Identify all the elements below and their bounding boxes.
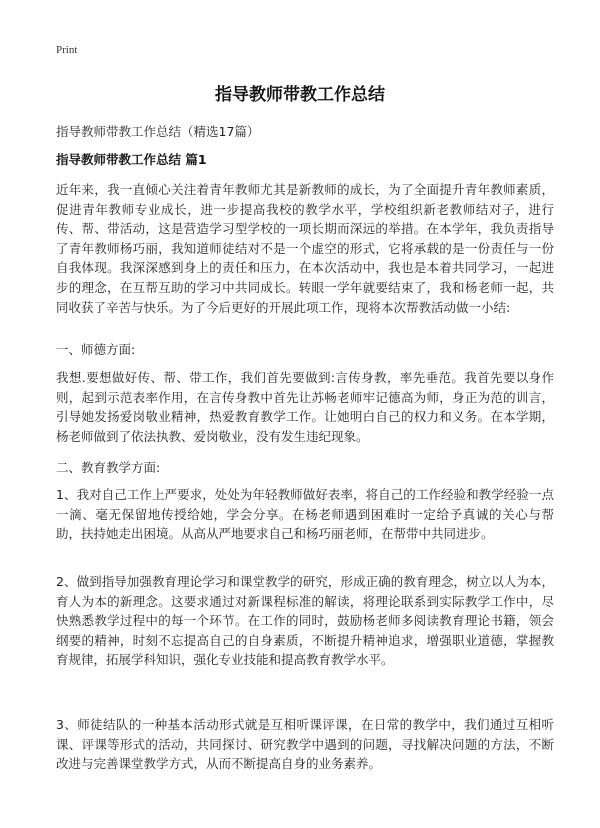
teaching-heading: 二、教育教学方面:: [56, 460, 161, 475]
print-label: Print: [56, 44, 78, 56]
intro-paragraph: 近年来，我一直倾心关注着青年教师尤其是新教师的成长，为了全面提升青年教师素质，促进青年教师专业成长，进一步提高我校的教学水平，学校组织新老教师结对子，进行传、帮、带活动，这是营造学习型学校的一项长期而深远的举措。在本学年，我负责指导了青年教师杨巧丽，我知道师徒结对不是一个虚空的形式，它将承载的是一份责任与一份自我体现。我深深感到身上的责任和压力，在本次活动中，我也是本着共同学习，一起进步的理念，在互帮互助的学习中共同成长。转眼一学年就要结束了，我和杨老师一起，共同收获了辛苦与快乐。为了今后更好的开展此项工作，现将本次帮教活动做一小结:: [56, 182, 554, 315]
ethics-paragraph: 我想.要想做好传、帮、带工作，我们首先要做到:言传身教，率先垂范。我首先要以身作则，起到示范表率作用，在言传身教中首先让苏畅老师牢记德高为师，身正为范的训言，引导她发扬爱岗敬业精神，热爱教育教学工作。让她明白自己的权力和义务。在本学期，杨老师做到了依法执教、爱岗敬业，没有发生违纪现象。: [56, 370, 554, 444]
document-title: 指导教师带教工作总结: [215, 85, 385, 105]
section-heading: 指导教师带教工作总结 篇1: [56, 152, 207, 167]
teaching-item-2: 2、做到指导加强教育理论学习和课堂教学的研究，形成正确的教育理念，树立以人为本，育人为本的新理念。这要求通过对新课程标准的解读，将理论联系到实际教学工作中，尽快熟悉教学过程中的每一个环节。在工作的同时，鼓励杨老师多阅读教育理论书籍，领会纲要的精神，时刻不忘提高自己的自身素质，不断提升精神追求，增强职业道德，掌握教育规律，拓展学科知识，强化专业技能和提高教育教学水平。: [56, 574, 554, 668]
teaching-item-3: 3、师徒结队的一种基本活动形式就是互相听课评课，在日常的教学中，我们通过互相听课、评课等形式的活动，共同探讨、研究教学中遇到的问题，寻找解决问题的方法，不断改进与完善课堂教学方式，从而不断提高自身的业务素养。: [56, 717, 554, 772]
document-subtitle: 指导教师带教工作总结（精选17篇）: [56, 124, 260, 139]
teaching-item-1: 1、我对自己工作上严要求，处处为年轻教师做好表率，将自己的工作经验和教学经验一点一滴、毫无保留地传授给她，学会分享。在杨老师遇到困难时一定给予真诚的关心与帮助，扶持她走出困境。从高从严地要求自己和杨巧丽老师，在帮带中共同进步。: [56, 487, 554, 542]
ethics-heading: 一、师德方面:: [56, 342, 136, 357]
